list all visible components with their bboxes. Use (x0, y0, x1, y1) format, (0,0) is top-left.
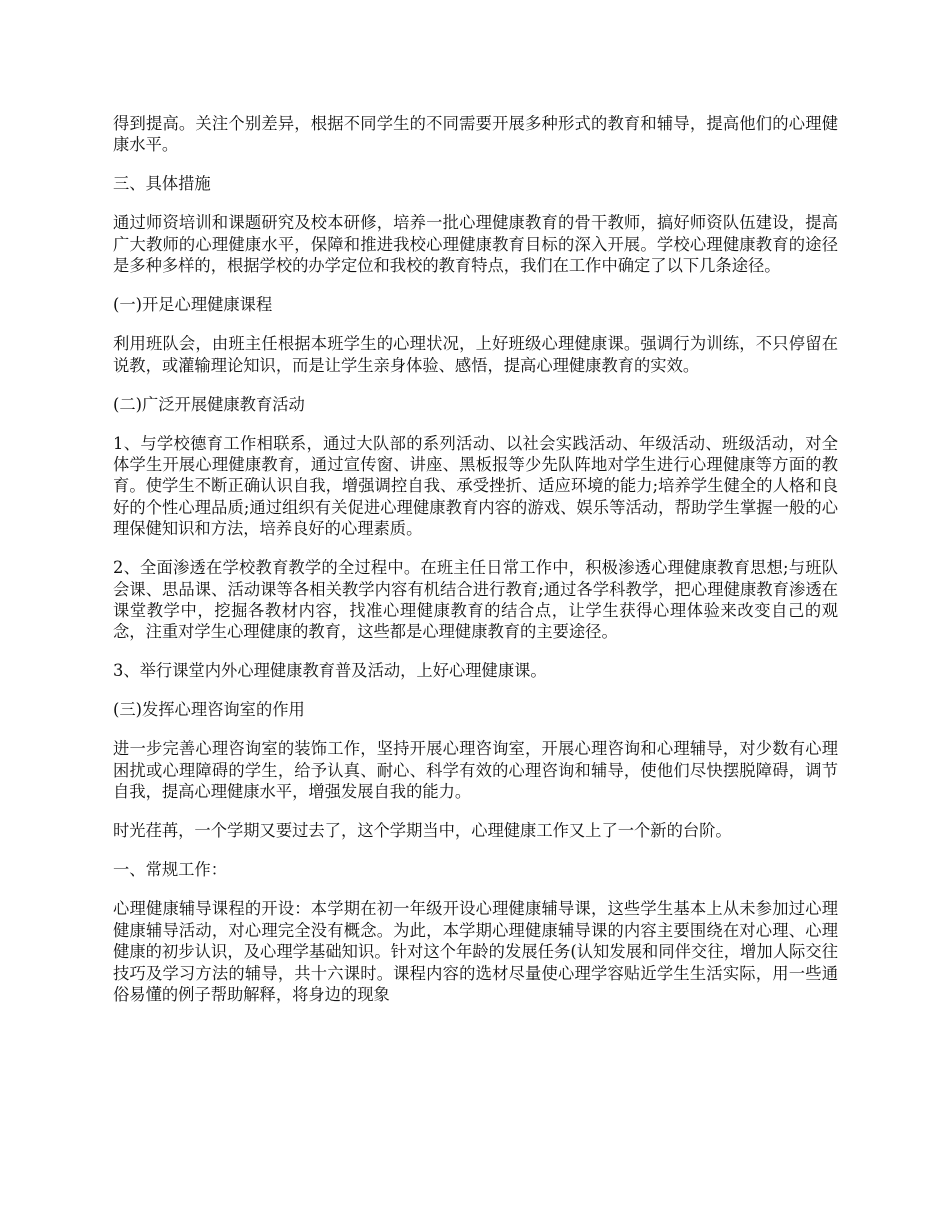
body-paragraph: 3、举行课堂内外心理健康教育普及活动，上好心理健康课。 (113, 661, 547, 681)
body-paragraph: 进一步完善心理咨询室的装饰工作，坚持开展心理咨询室，开展心理咨询和心理辅导，对少数有心理困扰或心理障碍的学生，给予认真、耐心、科学有效的心理咨询和辅导，使他们尽快摆脱障碍，调节自我，提高心理健康水平，增强发展自我的能力。 (113, 739, 838, 802)
body-paragraph: 通过师资培训和课题研究及校本研修，培养一批心理健康教育的骨干教师，搞好师资队伍建设，提高广大教师的心理健康水平，保障和推进我校心理健康教育目标的深入开展。学校心理健康教育的途径是多种多样的，根据学校的办学定位和我校的教育特点，我们在工作中确定了以下几条途径。 (113, 213, 838, 276)
body-paragraph: 利用班队会，由班主任根据本班学生的心理状况，上好班级心理健康课。强调行为训练，不只停留在说教，或灌输理论知识，而是让学生亲身体验、感悟，提高心理健康教育的实效。 (113, 334, 838, 375)
section-heading: 三、具体措施 (113, 174, 211, 194)
body-paragraph: 2、全面渗透在学校教育教学的全过程中。在班主任日常工作中，积极渗透心理健康教育思想;与班队会课、思品课、活动课等各相关教学内容有机结合进行教育;通过各学科教学，把心理健康教育渗透在课堂教学中，挖掘各教材内容，找准心理健康教育的结合点，让学生获得心理体验来改变自己的观念，注重对学生心理健康的教育，这些都是心理健康教育的主要途径。 (113, 558, 838, 642)
subsection-heading: (二)广泛开展健康教育活动 (113, 394, 305, 414)
body-paragraph: 时光荏苒，一个学期又要过去了，这个学期当中，心理健康工作又上了一个新的台阶。 (113, 821, 732, 841)
subsection-heading: (一)开足心理健康课程 (113, 295, 273, 315)
body-paragraph: 心理健康辅导课程的开设：本学期在初一年级开设心理健康辅导课，这些学生基本上从未参加过心理健康辅导活动，对心理完全没有概念。为此，本学期心理健康辅导课的内容主要围绕在对心理、心理健康的初步认识，及心理学基础知识。针对这个年龄的发展任务(认知发展和同伴交往，增加人际交往技巧及学习方法的辅导，共十六课时。课程内容的选材尽量使心理学容贴近学生生活实际，用一些通俗易懂的例子帮助解释，将身边的现象 (113, 899, 838, 1004)
body-paragraph: 得到提高。关注个别差异，根据不同学生的不同需要开展多种形式的教育和辅导，提高他们的心理健康水平。 (113, 114, 838, 155)
body-paragraph: 1、与学校德育工作相联系，通过大队部的系列活动、以社会实践活动、年级活动、班级活动，对全体学生开展心理健康教育，通过宣传窗、讲座、黑板报等少先队阵地对学生进行心理健康等方面的教育。使学生不断正确认识自我，增强调控自我、承受挫折、适应环境的能力;培养学生健全的人格和良好的个性心理品质;通过组织有关促进心理健康教育内容的游戏、娱乐等活动，帮助学生掌握一般的心理保健知识和方法，培养良好的心理素质。 (113, 433, 838, 539)
document-page (113, 113, 838, 1023)
subsection-heading: (三)发挥心理咨询室的作用 (113, 700, 305, 720)
section-heading: 一、常规工作： (113, 860, 227, 880)
